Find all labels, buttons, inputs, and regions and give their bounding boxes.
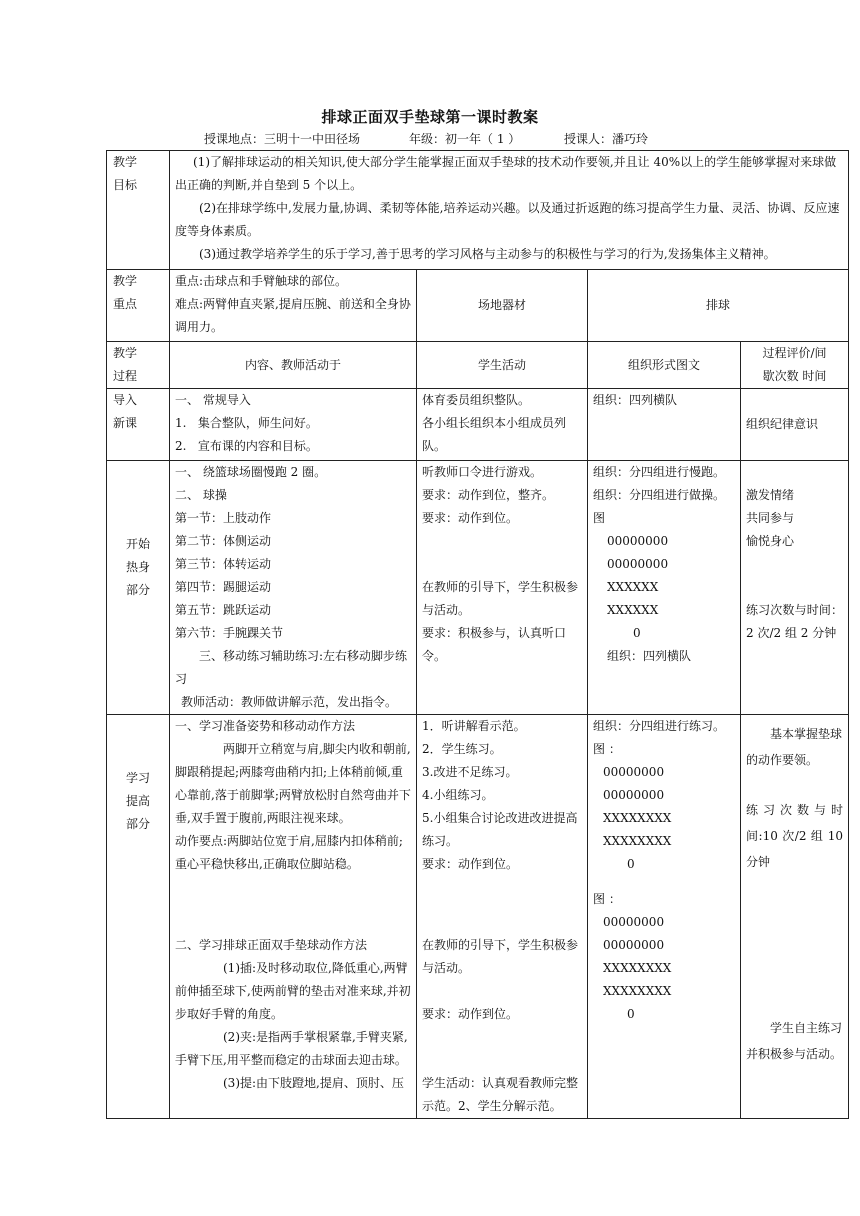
formation-line: XXXXXXXX	[603, 811, 672, 825]
process-label	[107, 342, 170, 389]
formation-line: 0	[627, 1007, 635, 1021]
col-header-student: 学生活动	[417, 342, 588, 389]
content-line: 教师活动：教师做讲解示范，发出指令。	[181, 695, 398, 709]
warmup-label-line: 热身	[125, 560, 150, 574]
form-line: 组织：分四组进行慢跑。	[593, 465, 726, 479]
formation-line: XXXXXXXX	[603, 834, 672, 848]
goals-label-line: 目标	[113, 178, 138, 192]
col-header-form: 组织形式图文	[588, 342, 741, 389]
intro-label-line: 新课	[113, 416, 138, 430]
eval-line: 学生自主练习并积极参与活动。	[746, 1021, 843, 1061]
student-line: 体育委员组织整队。	[422, 393, 531, 407]
page-title: 排球正面双手垫球第一课时教案	[321, 108, 539, 126]
student-line: 各小组长组织本小组成员列队。	[422, 416, 567, 453]
learning-content	[170, 715, 417, 1119]
process-label-line: 过程	[113, 369, 138, 383]
content-line: 第一节：上肢动作	[175, 511, 272, 525]
goals-row	[107, 151, 849, 270]
difficulty-text: 难点:两臂伸直夹紧,提肩压腕、前送和全身协调用力。	[175, 297, 411, 334]
goal-item: (2)在排球学练中,发展力量,协调、柔韧等体能,培养运动兴趣。以及通过折返跑的练习提高学生力量、灵活、协调、反应速度等身体素质。	[175, 201, 840, 238]
content-line: 2. 宣布课的内容和目标。	[175, 439, 318, 453]
content-line: (2)夹:是指两手掌根紧靠,手臂夹紧,手臂下压,用平整而稳定的击球面去迎击球。	[175, 1030, 408, 1067]
col-header-eval-line: 歇次数 时间	[762, 369, 827, 383]
focus-label-line: 重点	[113, 297, 138, 311]
intro-eval	[741, 389, 849, 461]
goals-label-line: 教学	[113, 155, 138, 169]
focus-row	[107, 270, 849, 342]
teacher-text: 授课人：潘巧玲	[564, 132, 649, 146]
focus-text	[170, 270, 417, 342]
formation-line: 0	[633, 626, 641, 640]
formation-line: 00000000	[603, 788, 665, 802]
eval-line: 基本掌握垫球的动作要领。	[746, 727, 843, 767]
content-line: 第三节：体转运动	[175, 557, 272, 571]
student-line: 要求：动作到位。	[422, 511, 519, 525]
form-line: 图	[593, 511, 606, 525]
lesson-info	[204, 130, 648, 147]
form-line: 图 ：	[593, 742, 621, 756]
intro-student	[417, 389, 588, 461]
formation-line: 00000000	[603, 938, 665, 952]
student-line: 4.小组练习。	[422, 788, 494, 802]
content-line: 第二节：体侧运动	[175, 534, 272, 548]
student-line: 听教师口令进行游戏。	[422, 465, 543, 479]
student-line: 1．听讲解看示范。	[422, 719, 526, 733]
formation-line: 00000000	[607, 557, 669, 571]
eval-line: 愉悦身心	[746, 534, 795, 548]
student-line: 要求：积极参与，认真听口令。	[422, 626, 567, 663]
eval-line: 练习次数与时间：2 次/2 组 2 分钟	[746, 603, 844, 640]
location-text: 授课地点：三明十一中田径场	[204, 132, 361, 146]
learning-label-line: 提高	[125, 793, 150, 808]
learning-student	[417, 715, 588, 1119]
goals-text	[170, 151, 849, 270]
key-point-text: 重点:击球点和手臂触球的部位。	[175, 274, 348, 288]
content-line: (3)提:由下肢蹬地,提肩、顶肘、压	[223, 1076, 404, 1090]
formation-line: XXXXXXXX	[603, 961, 672, 975]
content-line: 一、学习准备姿势和移动动作方法	[175, 719, 356, 733]
warmup-form	[588, 461, 741, 715]
learning-label-line: 部分	[125, 816, 150, 831]
content-line: 二、学习排球正面双手垫球动作方法	[175, 938, 368, 952]
content-line: 两脚开立稍宽与肩,脚尖内收和朝前,脚跟稍提起;两膝弯曲稍内扣;上体稍前倾,重心靠前,落于前脚掌;两臂放松肘自然弯曲并下垂,双手置于腹前,两眼注视来球。	[175, 742, 411, 825]
warmup-label-line: 开始	[125, 537, 150, 551]
form-line: 组织：分四组进行练习。	[593, 719, 726, 733]
grade-text: 年级：初一年（ 1 ）	[409, 132, 521, 146]
goal-item: (1)了解排球运动的相关知识,使大部分学生能掌握正面双手垫球的技术动作要领,并且让 40%以上的学生能够掌握对来球做出正确的判断,并自垫到 5 个以上。	[175, 155, 837, 192]
student-line: 5.小组集合讨论改进改进提高练习。	[422, 811, 578, 848]
student-line: 在教师的引导下，学生积极参与活动。	[422, 580, 579, 617]
warmup-label-line: 部分	[125, 583, 150, 597]
content-line: 第六节：手腕踝关节	[175, 626, 284, 640]
content-line: 三、移动练习辅助练习:左右移动脚步练习	[175, 649, 408, 686]
formation-line: XXXXXXXX	[603, 984, 672, 998]
intro-label-line: 导入	[113, 393, 138, 407]
warmup-student	[417, 461, 588, 715]
focus-label	[107, 270, 170, 342]
content-line: 动作要点:两脚站位宽于肩,屈膝内扣体稍前;重心平稳快移出,正确取位脚站稳。	[175, 834, 403, 871]
student-line: 在教师的引导下，学生积极参与活动。	[422, 938, 579, 975]
eval-line: 激发情绪	[746, 488, 795, 502]
process-header-row	[107, 342, 849, 389]
student-line: 2．学生练习。	[422, 742, 502, 756]
intro-label	[107, 389, 170, 461]
content-line: (1)插:及时移动取位,降低重心,两臂前伸插至球下,使两前臂的垫击对准来球,并初步取好手臂的角度。	[175, 961, 411, 1021]
eval-line: 练习次数与时间:10 次/2 组 10 分钟	[746, 803, 844, 869]
content-line: 二、 球操	[175, 488, 227, 502]
intro-form	[588, 389, 741, 461]
process-label-line: 教学	[113, 346, 138, 360]
col-header-eval-line: 过程评价/间	[762, 346, 827, 360]
form-line: 组织：四列横队	[593, 393, 678, 407]
eval-line: 共同参与	[746, 511, 795, 525]
content-line: 1. 集合整队，师生问好。	[175, 416, 318, 430]
student-line: 学生活动：认真观看教师完整示范。2、学生分解示范。	[422, 1076, 579, 1113]
intro-content	[170, 389, 417, 461]
content-line: 一、 绕篮球场圈慢跑 2 圈。	[175, 465, 327, 479]
col-header-eval	[741, 342, 849, 389]
content-line: 一、 常规导入	[175, 393, 251, 407]
student-line: 要求：动作到位。	[422, 1007, 519, 1021]
col-header-content: 内容、教师活动于	[170, 342, 417, 389]
formation-line: 00000000	[603, 915, 665, 929]
goals-label	[107, 151, 170, 270]
warmup-label	[107, 461, 170, 715]
learning-label-line: 学习	[125, 770, 150, 785]
student-line: 要求：动作到位，整齐。	[422, 488, 555, 502]
warmup-row	[107, 461, 849, 715]
eval-line: 组织纪律意识	[746, 417, 819, 431]
goal-item: (3)通过教学培养学生的乐于学习,善于思考的学习风格与主动参与的积极性与学习的行为,发扬集体主义精神。	[199, 247, 776, 261]
lesson-plan-table	[106, 150, 849, 1119]
focus-label-line: 教学	[113, 274, 138, 288]
form-line: 组织：分四组进行做操。	[593, 488, 726, 502]
formation-line: XXXXXX	[607, 580, 659, 594]
formation-line: 00000000	[607, 534, 669, 548]
learning-eval	[741, 715, 849, 1119]
warmup-eval	[741, 461, 849, 715]
content-line: 第五节：跳跃运动	[175, 603, 272, 617]
student-line: 3.改进不足练习。	[422, 765, 518, 779]
formation-line: 0	[627, 857, 635, 871]
formation-line: 00000000	[603, 765, 665, 779]
student-line: 要求：动作到位。	[422, 857, 519, 871]
venue-value: 排球	[588, 270, 849, 342]
intro-row	[107, 389, 849, 461]
form-line: 图 ：	[593, 892, 621, 906]
warmup-content	[170, 461, 417, 715]
content-line: 第四节：踢腿运动	[175, 580, 272, 594]
learning-label	[107, 715, 170, 1119]
venue-label: 场地器材	[417, 270, 588, 342]
learning-row	[107, 715, 849, 1119]
form-line: 组织：四列横队	[607, 649, 692, 663]
learning-form	[588, 715, 741, 1119]
formation-line: XXXXXX	[607, 603, 659, 617]
